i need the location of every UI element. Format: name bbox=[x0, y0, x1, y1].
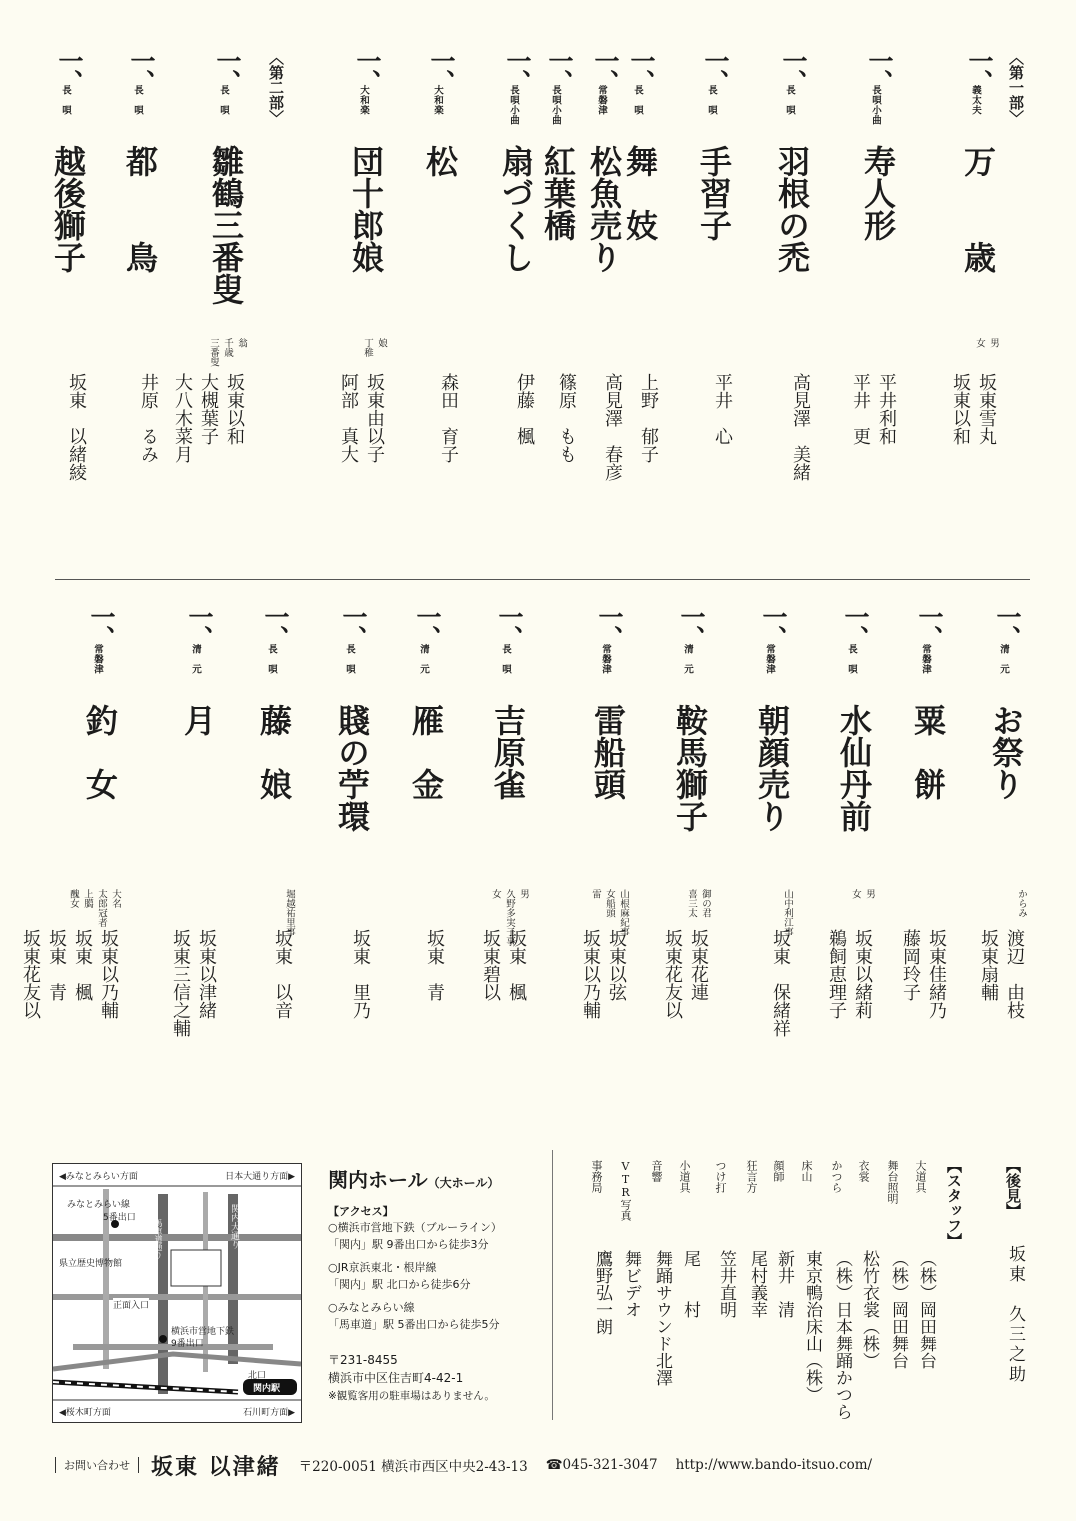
performer-role: 丁稚 bbox=[362, 338, 373, 357]
program-genre: 清 元 bbox=[190, 644, 201, 674]
program-title: 吉原雀 bbox=[489, 704, 527, 800]
staff-role: つけ打 bbox=[714, 1160, 727, 1193]
contact-label: お問い合わせ bbox=[55, 1457, 139, 1473]
contact-tel: ☎045-321-3047 bbox=[545, 1457, 658, 1473]
access-2b: 「関内」駅 北口から徒歩6分 bbox=[328, 1278, 471, 1291]
program-genre: 長唄小曲 bbox=[508, 85, 519, 125]
performer-role: 男 bbox=[518, 889, 529, 899]
performer-name: 上野 郁子 bbox=[638, 373, 659, 463]
program-mark: 一、 bbox=[495, 604, 524, 646]
program-title: 鞍馬獅子 bbox=[671, 704, 709, 832]
program-genre: 常磐津 bbox=[596, 85, 607, 115]
program-genre: 常磐津 bbox=[764, 644, 775, 674]
performer-name: 篠原 もも bbox=[556, 373, 577, 463]
map-bottom-right: 石川町方面▶ bbox=[243, 1408, 295, 1418]
program-title: お祭り bbox=[987, 704, 1025, 800]
map-main-gate: 正面入口 bbox=[113, 1298, 149, 1311]
program-mark: 一、 bbox=[841, 604, 870, 646]
program-title: 寿人形 bbox=[859, 145, 897, 241]
staff-name: 東京鴨治床山（株） bbox=[802, 1250, 822, 1403]
performer-role: 山中利江事 bbox=[782, 889, 793, 937]
program-mark: 一、 bbox=[87, 604, 116, 646]
performer-name: 坂東花連 bbox=[688, 929, 709, 1001]
program-mark: 一、 bbox=[503, 48, 532, 90]
venue-address: 横浜市中区住吉町4-42-1 bbox=[328, 1371, 464, 1385]
access-2a: ○JR京浜東北・根岸線 bbox=[328, 1261, 437, 1274]
performer-role: 久野多実子事 bbox=[504, 889, 515, 946]
performer-name: 坂東 楓 bbox=[72, 929, 93, 1001]
performer-name: 坂東三信之輔 bbox=[170, 929, 191, 1037]
divider bbox=[55, 579, 1030, 580]
staff-name: 新井 清 bbox=[774, 1250, 794, 1318]
staff-heading: 【スタッフ】 bbox=[945, 1158, 963, 1248]
program-genre: 長 唄 bbox=[218, 85, 229, 115]
program-title: 水仙丹前 bbox=[835, 704, 873, 832]
performer-role: 三番叟 bbox=[208, 338, 219, 367]
venue-info bbox=[328, 1164, 548, 1405]
program-genre: 長 唄 bbox=[60, 85, 71, 115]
staff-role: 舞台照明 bbox=[886, 1160, 899, 1204]
performer-role: 男 bbox=[864, 889, 875, 899]
performer-name: 大八木菜月 bbox=[172, 373, 193, 463]
performer-name: 坂東以和 bbox=[224, 373, 245, 445]
performer-role: 翁 bbox=[236, 338, 247, 348]
performer-name: 平井 心 bbox=[712, 373, 733, 445]
performer-name: 坂東以弦 bbox=[606, 929, 627, 1001]
program-row-2 bbox=[0, 604, 1076, 1124]
program-mark: 一、 bbox=[701, 48, 730, 90]
performer-name: 坂東由以子 bbox=[364, 373, 385, 463]
staff-role: 大道具 bbox=[914, 1160, 927, 1193]
staff-role: VTR写真 bbox=[619, 1160, 632, 1221]
program-title: 松 bbox=[421, 145, 459, 177]
koken-name: 坂東 久三之助 bbox=[1005, 1245, 1025, 1385]
part2-label: 〈第二部〉 bbox=[267, 50, 285, 125]
program-mark: 一、 bbox=[55, 48, 84, 90]
staff-name: 松竹衣裳（株） bbox=[859, 1250, 879, 1369]
footer bbox=[55, 1450, 1035, 1480]
performer-name: 坂東 青 bbox=[424, 929, 445, 1001]
program-mark: 一、 bbox=[677, 604, 706, 646]
staff-role: 顔師 bbox=[772, 1160, 785, 1182]
performer-name: 坂東扇輔 bbox=[978, 929, 999, 1001]
program-title: 扇づくし bbox=[497, 145, 535, 273]
performer-name: 坂東碧以 bbox=[480, 929, 501, 1001]
performer-role: 男 bbox=[988, 338, 999, 348]
performer-name: 坂東以津緒 bbox=[196, 929, 217, 1019]
performer-name: 坂東以乃輔 bbox=[580, 929, 601, 1019]
venue-separator bbox=[552, 1150, 553, 1420]
program-title: 賤の苧環 bbox=[333, 704, 371, 832]
performer-role: 千歳 bbox=[222, 338, 233, 357]
performer-name: 阿部 真大 bbox=[338, 373, 359, 463]
program-genre: 清 元 bbox=[682, 644, 693, 674]
map-bottom-left: ◀桜木町方面 bbox=[59, 1408, 111, 1418]
program-mark: 一、 bbox=[413, 604, 442, 646]
map-north: 北口 bbox=[248, 1371, 267, 1381]
staff-name: （株）岡田舞台 bbox=[916, 1250, 936, 1369]
performer-role: 女船頭 bbox=[604, 889, 615, 918]
performer-role: 女 bbox=[850, 889, 861, 899]
map-museum: 県立歴史博物館 bbox=[59, 1259, 123, 1269]
performer-name: 大槻葉子 bbox=[198, 373, 219, 445]
program-title: 団十郎娘 bbox=[347, 145, 385, 273]
program-title: 紅葉橋 bbox=[539, 145, 577, 241]
program-title: 舞 妓 bbox=[621, 145, 659, 241]
staff-name: （株）日本舞踊かつら bbox=[832, 1250, 852, 1420]
program-mark: 一、 bbox=[627, 48, 656, 90]
program-title: 松魚売り bbox=[585, 145, 623, 273]
performer-name: 坂東以乃輔 bbox=[98, 929, 119, 1019]
program-title: 雷船頭 bbox=[589, 704, 627, 800]
koken-heading: 【後見】 bbox=[1004, 1158, 1022, 1218]
program-genre: 常磐津 bbox=[600, 644, 611, 674]
program-mark: 一、 bbox=[127, 48, 156, 90]
contact-address: 〒220-0051 横浜市西区中央2-43-13 bbox=[298, 1459, 528, 1475]
part1-label: 〈第一部〉 bbox=[1007, 50, 1025, 125]
performer-role: 堀越祐里事 bbox=[284, 889, 295, 937]
performer-name: 坂東雪丸 bbox=[976, 373, 997, 445]
program-mark: 一、 bbox=[915, 604, 944, 646]
access-1a: ○横浜市営地下鉄（ブルーライン） bbox=[328, 1221, 502, 1234]
map-subway: 横浜市営地下鉄 bbox=[171, 1327, 235, 1337]
performer-name: 藤岡玲子 bbox=[900, 929, 921, 1001]
program-title: 雁 金 bbox=[407, 704, 445, 800]
program-title: 藤 娘 bbox=[255, 704, 293, 800]
map-bashamichi: 馬車道通り bbox=[154, 1219, 163, 1259]
contact-url[interactable]: http://www.bando-itsuo.com/ bbox=[675, 1457, 873, 1473]
program-genre: 大和楽 bbox=[432, 85, 443, 115]
performer-name: 坂東佳緒乃 bbox=[926, 929, 947, 1019]
program-title: 朝顔売り bbox=[753, 704, 791, 832]
program-mark: 一、 bbox=[591, 48, 620, 90]
staff-role: 床山 bbox=[800, 1160, 813, 1182]
program-title: 羽根の禿 bbox=[773, 145, 811, 273]
access-map bbox=[52, 1163, 302, 1423]
performer-role: 醜女 bbox=[68, 889, 79, 908]
program-title: 月 bbox=[179, 704, 217, 736]
program-mark: 一、 bbox=[427, 48, 456, 90]
performer-name: 森田 育子 bbox=[438, 373, 459, 463]
staff-name: 鷹野弘一朗 bbox=[592, 1250, 612, 1335]
performer-name: 鵜飼恵理子 bbox=[826, 929, 847, 1019]
program-genre: 長 唄 bbox=[500, 644, 511, 674]
performer-name: 坂東 以音 bbox=[272, 929, 293, 1019]
staff-role: かつら bbox=[830, 1160, 843, 1193]
program-genre: 長 唄 bbox=[344, 644, 355, 674]
performer-name: 坂東花友以 bbox=[20, 929, 41, 1019]
performer-name: 高見澤 美緒 bbox=[790, 373, 811, 481]
venue-sub: （大ホール） bbox=[427, 1176, 500, 1190]
performer-name: 伊藤 楓 bbox=[514, 373, 535, 445]
staff-role: 事務局 bbox=[590, 1160, 603, 1193]
program-mark: 一、 bbox=[865, 48, 894, 90]
map-exit9: 9番出口 bbox=[171, 1339, 204, 1349]
performer-name: 坂東以緒莉 bbox=[852, 929, 873, 1019]
program-mark: 一、 bbox=[353, 48, 382, 90]
performer-name: 渡辺 由枝 bbox=[1004, 929, 1025, 1019]
staff-role: 衣裳 bbox=[857, 1160, 870, 1182]
map-mm-line: みなとみらい線 bbox=[67, 1200, 131, 1210]
program-mark: 一、 bbox=[545, 48, 574, 90]
program-genre: 長 唄 bbox=[706, 85, 717, 115]
program-genre: 清 元 bbox=[418, 644, 429, 674]
program-row-1 bbox=[0, 48, 1076, 568]
program-title: 粟 餅 bbox=[909, 704, 947, 800]
performer-name: 坂東以和 bbox=[950, 373, 971, 445]
performer-name: 坂東 青 bbox=[46, 929, 67, 1001]
map-station: 関内駅 bbox=[253, 1384, 281, 1394]
staff-role: 小道具 bbox=[678, 1160, 691, 1193]
program-title: 手習子 bbox=[695, 145, 733, 241]
performer-role: 喜三太 bbox=[686, 889, 697, 918]
performer-role: 雷 bbox=[590, 889, 601, 899]
performer-role: 太郎冠者 bbox=[96, 889, 107, 927]
access-1b: 「関内」駅 9番出口から徒歩3分 bbox=[328, 1238, 489, 1251]
program-mark: 一、 bbox=[261, 604, 290, 646]
access-3a: ○みなとみらい線 bbox=[328, 1301, 415, 1314]
program-genre: 常磐津 bbox=[920, 644, 931, 674]
performer-name: 坂東 以緒綾 bbox=[66, 373, 87, 481]
program-genre: 義太夫 bbox=[970, 85, 981, 115]
program-genre: 長 唄 bbox=[846, 644, 857, 674]
program-genre: 長 唄 bbox=[266, 644, 277, 674]
program-genre: 長 唄 bbox=[132, 85, 143, 115]
program-genre: 清 元 bbox=[998, 644, 1009, 674]
program-mark: 一、 bbox=[993, 604, 1022, 646]
program-mark: 一、 bbox=[779, 48, 808, 90]
performer-name: 坂東 保緒祥 bbox=[770, 929, 791, 1037]
performer-name: 井原 るみ bbox=[138, 373, 159, 463]
program-genre: 長 唄 bbox=[632, 85, 643, 115]
program-genre: 長唄小曲 bbox=[550, 85, 561, 125]
map-top-left: ◀みなとみらい方面 bbox=[59, 1172, 138, 1182]
performer-role: 大名 bbox=[110, 889, 121, 908]
performer-role: 女 bbox=[490, 889, 501, 899]
program-title: 都 鳥 bbox=[121, 145, 159, 273]
venue-note: ※観覧客用の駐車場はありません。 bbox=[328, 1390, 495, 1402]
performer-name: 坂東 楓 bbox=[506, 929, 527, 1001]
performer-name: 坂東花友以 bbox=[662, 929, 683, 1019]
staff-name: 舞踊サウンド北澤 bbox=[652, 1250, 672, 1386]
access-heading: 【アクセス】 bbox=[328, 1205, 394, 1218]
performer-name: 高見澤 春彦 bbox=[602, 373, 623, 481]
performer-name: 平井利和 bbox=[876, 373, 897, 445]
program-title: 越後獅子 bbox=[49, 145, 87, 273]
contact-name: 坂東 以津緒 bbox=[151, 1453, 281, 1480]
program-title: 万 歳 bbox=[959, 145, 997, 273]
access-3b: 「馬車道」駅 5番出口から徒歩5分 bbox=[328, 1318, 500, 1331]
venue-postal: 〒231-8455 bbox=[328, 1353, 398, 1367]
performer-name: 平井 更 bbox=[850, 373, 871, 445]
program-mark: 一、 bbox=[339, 604, 368, 646]
map-kannai-odori: 関内大通り bbox=[229, 1204, 239, 1249]
staff-name: （株）岡田舞台 bbox=[888, 1250, 908, 1369]
staff-role: 音響 bbox=[650, 1160, 663, 1182]
staff-name: 尾村義幸 bbox=[747, 1250, 767, 1318]
program-mark: 一、 bbox=[965, 48, 994, 90]
performer-role: 上臈 bbox=[82, 889, 93, 908]
program-mark: 一、 bbox=[213, 48, 242, 90]
program-title: 釣 女 bbox=[81, 704, 119, 800]
map-top-right: 日本大通り方面▶ bbox=[225, 1172, 295, 1182]
map-exit5: 5番出口 bbox=[103, 1213, 136, 1223]
performer-role: からみ bbox=[1016, 889, 1027, 918]
venue-name: 関内ホール bbox=[328, 1168, 428, 1192]
performer-role: 娘 bbox=[376, 338, 387, 348]
program-genre: 長唄小曲 bbox=[870, 85, 881, 125]
program-genre: 大和楽 bbox=[358, 85, 369, 115]
performer-role: 女 bbox=[974, 338, 985, 348]
program-mark: 一、 bbox=[185, 604, 214, 646]
performer-name: 坂東 里乃 bbox=[350, 929, 371, 1019]
performer-role: 御の君 bbox=[700, 889, 711, 918]
program-genre: 常磐津 bbox=[92, 644, 103, 674]
staff-name: 笠井直明 bbox=[716, 1250, 736, 1318]
program-title: 雛鶴三番叟 bbox=[207, 145, 245, 305]
staff-name: 舞ビデオ bbox=[621, 1250, 641, 1318]
program-mark: 一、 bbox=[595, 604, 624, 646]
program-genre: 長 唄 bbox=[784, 85, 795, 115]
performer-role: 山根麻紀事 bbox=[618, 889, 629, 937]
program-mark: 一、 bbox=[759, 604, 788, 646]
staff-role: 狂言方 bbox=[745, 1160, 758, 1193]
staff-name: 尾 村 bbox=[680, 1250, 700, 1318]
